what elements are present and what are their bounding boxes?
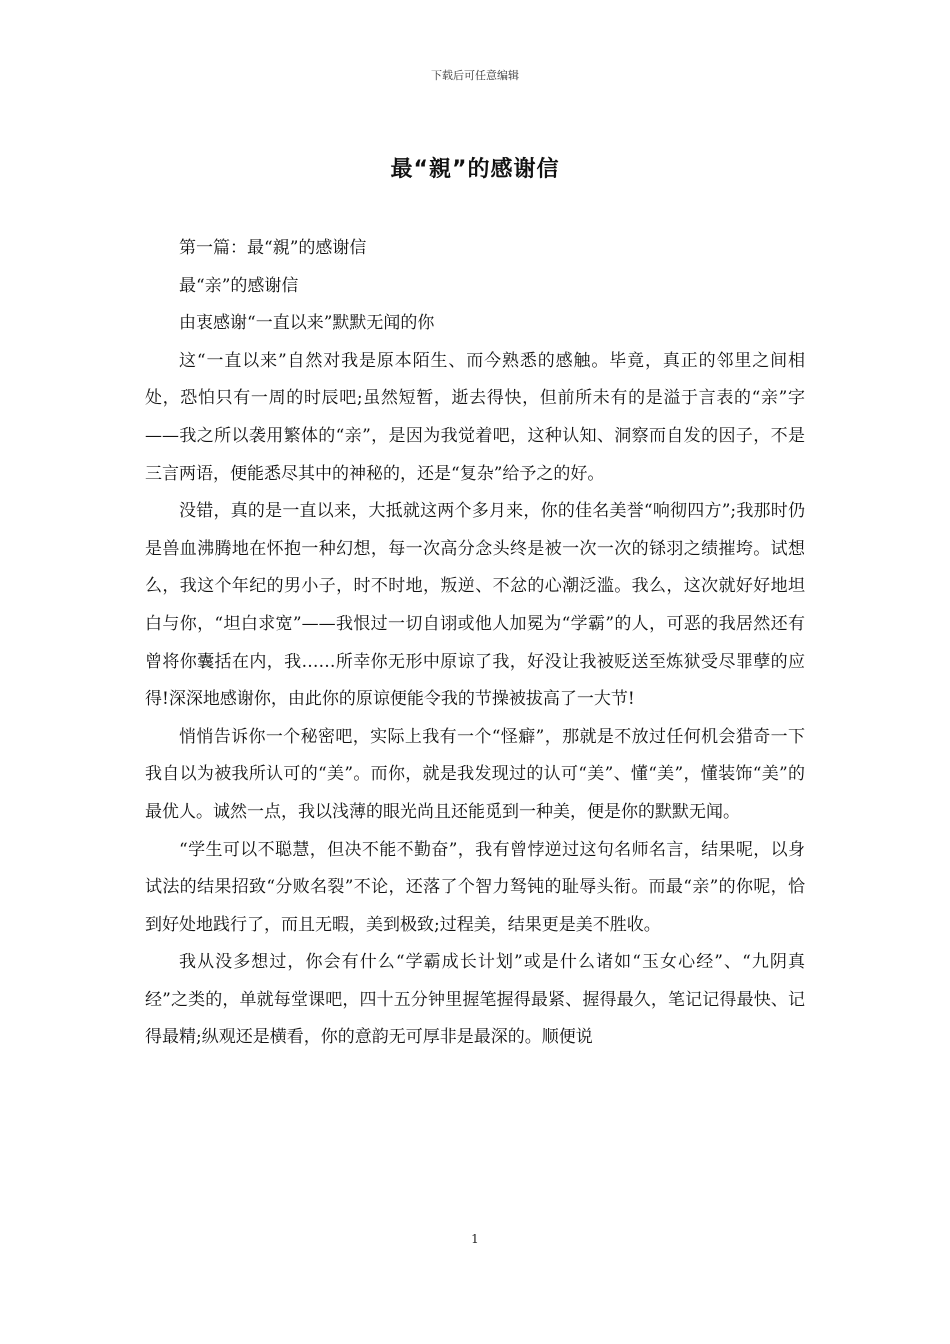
- paragraph: 我从没多想过，你会有什么“学霸成长计划”或是什么诸如“玉女心经”、“九阴真经”之类的，单就每堂课吧，四十五分钟里握笔握得最紧、握得最久，笔记记得最快、记得最精;纵观还是横看，你的意韵无可厚非是最深的。顺便说: [145, 952, 805, 1048]
- section-heading: 第一篇：最“親”的感谢信: [179, 238, 367, 258]
- page-header: 下载后可任意编辑: [431, 69, 519, 82]
- document-body: [145, 230, 805, 1057]
- subtitle: 最“亲”的感谢信: [179, 275, 299, 296]
- dedication-line: 由衷感谢“一直以来”默默无闻的你: [179, 313, 435, 334]
- paragraph: 悄悄告诉你一个秘密吧，实际上我有一个“怪癖”，那就是不放过任何机会猎奇一下我自以为被我所认可的“美”。而你，就是我发现过的认可“美”、懂“美”，懂装饰“美”的最优人。诚然一点，我以浅薄的眼光尚且还能觅到一种美，便是你的默默无闻。: [145, 726, 805, 822]
- page-number: 1: [471, 1232, 479, 1246]
- document-title: 最“親”的感谢信: [390, 157, 560, 182]
- paragraph: 这“一直以来”自然对我是原本陌生、而今熟悉的感触。毕竟，真正的邻里之间相处，恐怕只有一周的时辰吧;虽然短暂，逝去得快，但前所未有的是溢于言表的“亲”字——我之所以袭用繁体的“亲”，是因为我觉着吧，这种认知、洞察而自发的因子，不是三言两语，便能悉尽其中的神秘的，还是“复杂”给予之的好。: [145, 350, 805, 484]
- paragraph: “学生可以不聪慧，但决不能不勤奋”，我有曾悖逆过这句名师名言，结果呢，以身试法的结果招致“分败名裂”不论，还落了个智力驽钝的耻辱头衔。而最“亲”的你呢，恰到好处地践行了，而且无暇，美到极致;过程美，结果更是美不胜收。: [145, 839, 805, 935]
- paragraph: 没错，真的是一直以来，大抵就这两个多月来，你的佳名美誉“响彻四方”;我那时仍是兽血沸腾地在怀抱一种幻想，每一次高分念头终是被一次一次的铩羽之绩摧垮。试想么，我这个年纪的男小子，时不时地，叛逆、不忿的心潮泛滥。我么，这次就好好地坦白与你，“坦白求宽”——我恨过一切自诩或他人加冕为“学霸”的人，可恶的我居然还有曾将你囊括在内，我……所幸你无形中原谅了我，好没让我被贬送至炼狱受尽罪孽的应得!深深地感谢你，由此你的原谅便能令我的节操被拔高了一大节!: [145, 501, 805, 710]
